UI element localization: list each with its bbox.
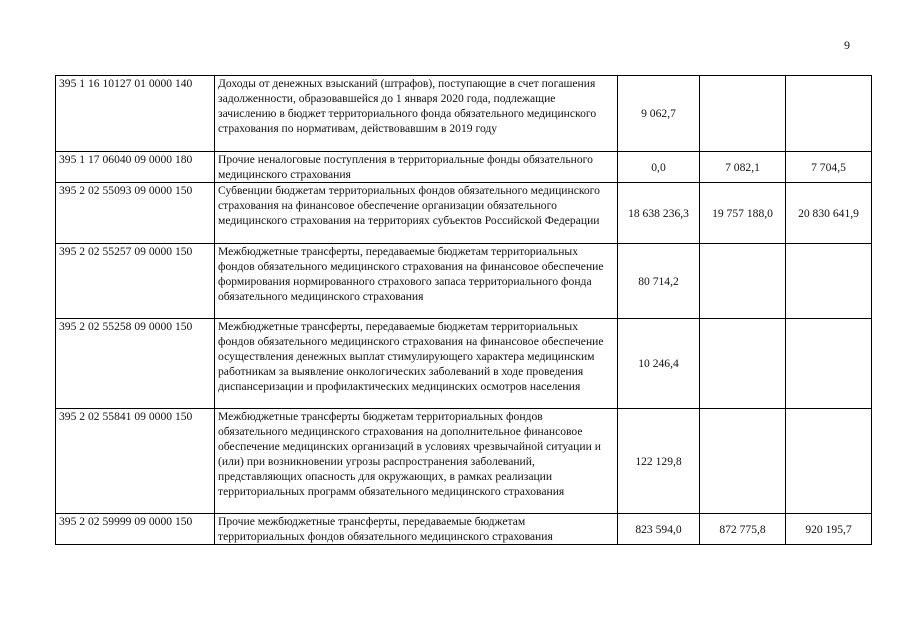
budget-code-cell: 395 2 02 55093 09 0000 150 xyxy=(56,183,215,244)
budget-code-cell: 395 2 02 55258 09 0000 150 xyxy=(56,319,215,409)
table-row xyxy=(56,152,872,183)
amount-year2-cell xyxy=(700,319,786,409)
table-row xyxy=(56,76,872,152)
amount-year3-cell xyxy=(786,319,872,409)
budget-code-cell: 395 1 17 06040 09 0000 180 xyxy=(56,152,215,183)
amount-year2-cell xyxy=(700,76,786,152)
amount-year3-cell xyxy=(786,244,872,319)
budget-code-cell: 395 2 02 55841 09 0000 150 xyxy=(56,409,215,514)
revenue-name-cell: Прочие межбюджетные трансферты, передаваемые бюджетам территориальных фондов обязательного медицинского страхования xyxy=(215,514,618,545)
revenue-name-cell: Субвенции бюджетам территориальных фондов обязательного медицинского страхования на финансовое обеспечение организации обязательного медицинского страхования на территориях субъектов Российской Федерации xyxy=(215,183,618,244)
revenue-name-cell: Межбюджетные трансферты, передаваемые бюджетам территориальных фондов обязательного медицинского страхования на финансовое обеспечение осуществления денежных выплат стимулирующего характера медицинским работникам за выявление онкологических заболеваний в ходе проведения диспансеризации и профилактических медицинских осмотров населения xyxy=(215,319,618,409)
amount-year1-cell: 122 129,8 xyxy=(618,409,700,514)
budget-revenue-table xyxy=(55,75,872,545)
budget-code-cell: 395 2 02 59999 09 0000 150 xyxy=(56,514,215,545)
amount-year3-cell: 7 704,5 xyxy=(786,152,872,183)
amount-year2-cell xyxy=(700,409,786,514)
amount-year3-cell: 920 195,7 xyxy=(786,514,872,545)
table-row xyxy=(56,409,872,514)
table-row xyxy=(56,244,872,319)
table-row xyxy=(56,319,872,409)
amount-year2-cell xyxy=(700,244,786,319)
amount-year1-cell: 9 062,7 xyxy=(618,76,700,152)
amount-year3-cell xyxy=(786,76,872,152)
amount-year1-cell: 80 714,2 xyxy=(618,244,700,319)
table-row xyxy=(56,514,872,545)
amount-year2-cell: 872 775,8 xyxy=(700,514,786,545)
revenue-name-cell: Доходы от денежных взысканий (штрафов), поступающие в счет погашения задолженности, образовавшейся до 1 января 2020 года, подлежащие зачислению в бюджет территориального фонда обязательного медицинского страхования по нормативам, действовавшим в 2019 году xyxy=(215,76,618,152)
revenue-name-cell: Межбюджетные трансферты, передаваемые бюджетам территориальных фондов обязательного медицинского страхования на финансовое обеспечение формирования нормированного страхового запаса территориального фонда обязательного медицинского страхования xyxy=(215,244,618,319)
amount-year3-cell xyxy=(786,409,872,514)
amount-year3-cell: 20 830 641,9 xyxy=(786,183,872,244)
page-number: 9 xyxy=(844,38,850,52)
amount-year1-cell: 18 638 236,3 xyxy=(618,183,700,244)
budget-code-cell: 395 2 02 55257 09 0000 150 xyxy=(56,244,215,319)
budget-code-cell: 395 1 16 10127 01 0000 140 xyxy=(56,76,215,152)
amount-year1-cell: 10 246,4 xyxy=(618,319,700,409)
amount-year1-cell: 823 594,0 xyxy=(618,514,700,545)
amount-year2-cell: 19 757 188,0 xyxy=(700,183,786,244)
amount-year2-cell: 7 082,1 xyxy=(700,152,786,183)
revenue-name-cell: Прочие неналоговые поступления в территориальные фонды обязательного медицинского страхования xyxy=(215,152,618,183)
amount-year1-cell: 0,0 xyxy=(618,152,700,183)
table-row xyxy=(56,183,872,244)
revenue-name-cell: Межбюджетные трансферты бюджетам территориальных фондов обязательного медицинского страхования на дополнительное финансовое обеспечение медицинских организаций в условиях чрезвычайной ситуации и (или) при возникновении угрозы распространения заболеваний, представляющих опасность для окружающих, в рамках реализации территориальных программ обязательного медицинского страхования xyxy=(215,409,618,514)
